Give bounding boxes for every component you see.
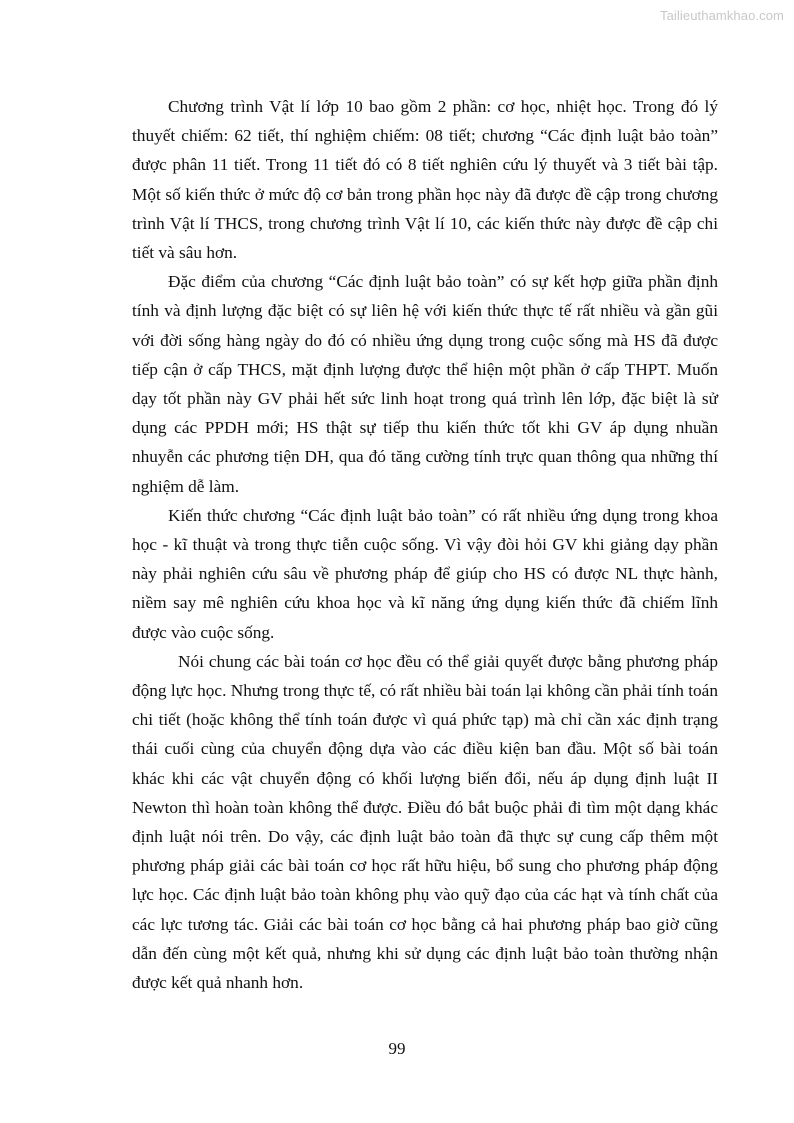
paragraph-1: Chương trình Vật lí lớp 10 bao gồm 2 phần: cơ học, nhiệt học. Trong đó lý thuyết chiếm: 62 tiết, thí nghiệm chiếm: 08 tiết; chương “Các định luật bảo toàn” được phân 11 tiết. Trong 11 tiết đó có 8 tiết nghiên cứu lý thuyết và 3 tiết bài tập. Một số kiến thức ở mức độ cơ bản trong phần học này đã được đề cập trong chương trình Vật lí THCS, trong chương trình Vật lí 10, các kiến thức này được đề cập chi tiết và sâu hơn. [132,97,718,263]
paragraph-2: Đặc điểm của chương “Các định luật bảo toàn” có sự kết hợp giữa phần định tính và định lượng đặc biệt có sự liên hệ với kiến thức thực tế rất nhiều và gần gũi với đời sống hàng ngày do đó có nhiều ứng dụng trong cuộc sống mà HS đã được tiếp cận ở cấp THCS, mặt định lượng được thể hiện một phần ở cấp THPT. Muốn dạy tốt phần này GV phải hết sức linh hoạt trong quá trình lên lớp, đặc biệt là sử dụng các PPDH mới; HS thật sự tiếp thu kiến thức tốt khi GV áp dụng nhuần nhuyễn các phương tiện DH, qua đó tăng cường tính trực quan thông qua những thí nghiệm dễ làm. [132,272,718,496]
watermark-text: Tailieuthamkhao.com [659,8,784,23]
document-body [132,92,718,997]
paragraph-3: Kiến thức chương “Các định luật bảo toàn” có rất nhiều ứng dụng trong khoa học - kĩ thuật và trong thực tiễn cuộc sống. Vì vậy đòi hỏi GV khi giảng dạy phần này phải nghiên cứu sâu về phương pháp để giúp cho HS có được NL thực hành, niềm say mê nghiên cứu khoa học và kĩ năng ứng dụng kiến thức đã chiếm lĩnh được vào cuộc sống. [132,505,718,642]
page-number: 99 [388,1039,406,1058]
paragraph-4: Nói chung các bài toán cơ học đều có thể giải quyết được bằng phương pháp động lực học. Nhưng trong thực tế, có rất nhiều bài toán lại không cần phải tính toán chi tiết (hoặc không thể tính toán được vì quá phức tạp) mà chỉ cần xác định trạng thái cuối cùng của chuyển động dựa vào các điều kiện ban đầu. Một số bài toán khác khi các vật chuyển động có khối lượng biến đổi, nếu áp dụng định luật II Newton thì hoàn toàn không thể được. Điều đó bắt buộc phải đi tìm một dạng khác định luật nói trên. Do vậy, các định luật bảo toàn đã thực sự cung cấp thêm một phương pháp giải các bài toán cơ học rất hữu hiệu, bổ sung cho phương pháp động lực học. Các định luật bảo toàn không phụ vào quỹ đạo của các hạt và tính chất của các lực tương tác. Giải các bài toán cơ học bằng cả hai phương pháp bao giờ cũng dẫn đến cùng một kết quả, nhưng khi sử dụng các định luật bảo toàn thường nhận được kết quả nhanh hơn. [132,651,718,993]
